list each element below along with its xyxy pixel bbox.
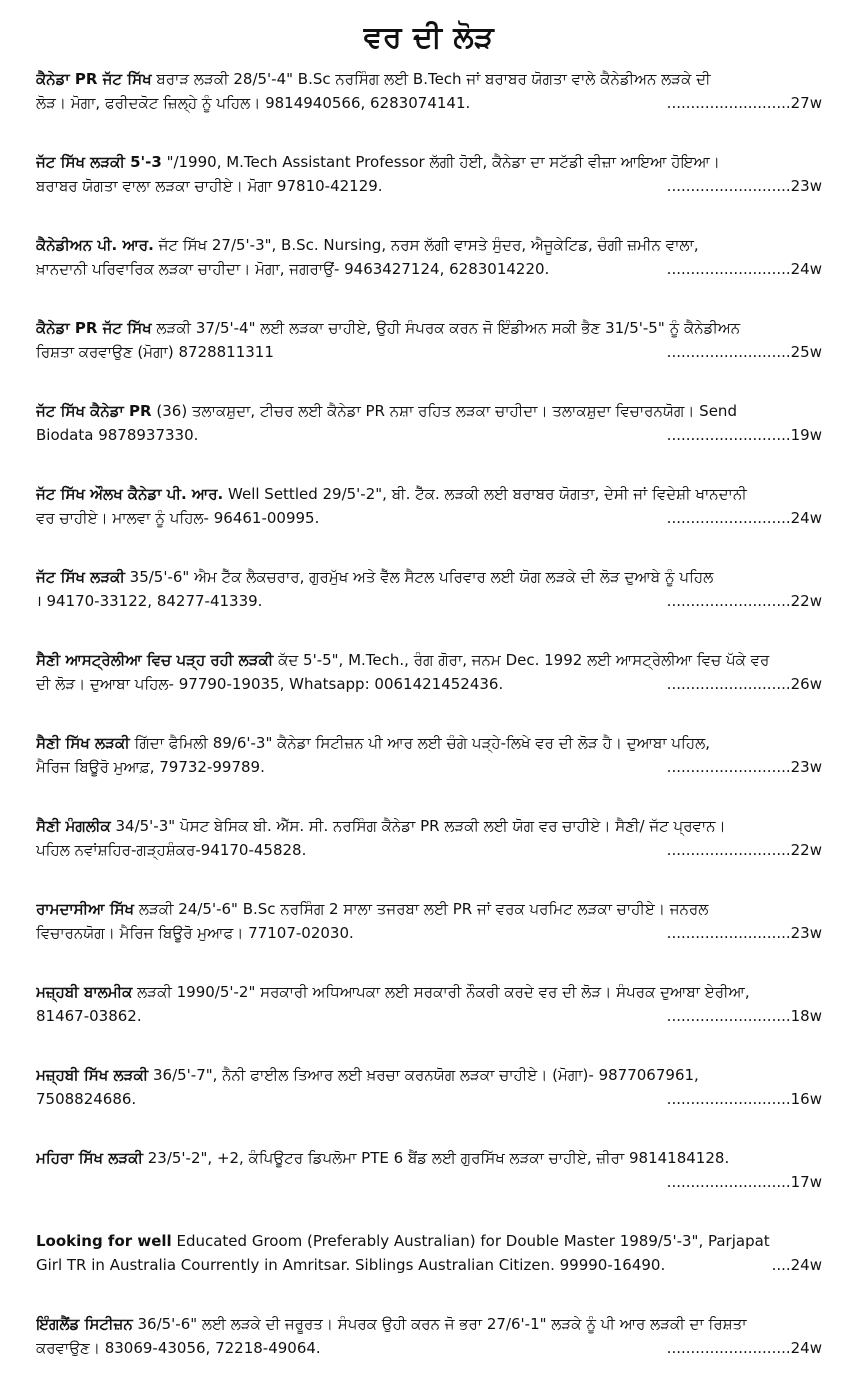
ad-line-1 xyxy=(36,67,822,91)
ad-line-2 xyxy=(36,672,822,696)
ad-line-1 xyxy=(36,150,822,174)
ad-line-1 xyxy=(36,1312,822,1336)
ad-text-cont: Girl TR in Australia Courrently in Amritsar. Siblings Australian Citizen. 99990-16490. xyxy=(36,1256,666,1274)
ad-lead: ਜੱਟ ਸਿੱਖ ਔਲਖ ਕੈਨੇਡਾ ਪੀ. ਆਰ. xyxy=(36,485,224,503)
ad-line-1 xyxy=(36,399,822,423)
ad-line-2 xyxy=(36,838,822,862)
ad-lead: ਸੈਣੀ ਮੰਗਲੀਕ xyxy=(36,817,111,835)
ad-lead: Looking for well xyxy=(36,1232,172,1250)
ad-entry xyxy=(36,648,822,696)
ad-text-cont: ਕਰਵਾਉਣ। 83069-43056, 72218-49064. xyxy=(36,1339,321,1357)
ad-line-1 xyxy=(36,648,822,672)
ad-entry xyxy=(36,980,822,1028)
ad-lead: ਸੈਣੀ ਆਸਟ੍ਰੇਲੀਆ ਵਿਚ ਪੜ੍ਹ ਰਹੀ ਲੜਕੀ xyxy=(36,651,274,669)
ad-text: 23/5'-2", +2, ਕੰਪਿਊਟਰ ਡਿਪਲੋਮਾ PTE 6 ਬੈਂਡ ਲਈ ਗੁਰਸਿੱਖ ਲੜਕਾ ਚਾਹੀਏ, ਜ਼ੀਰਾ 9814184128. xyxy=(147,1149,730,1167)
ad-code: ....24w xyxy=(771,1256,822,1274)
ad-line-2 xyxy=(36,91,822,115)
ad-text-cont: । 94170-33122, 84277-41339. xyxy=(36,592,263,610)
ad-entry xyxy=(36,67,822,115)
ad-code: ..........................19w xyxy=(666,426,822,444)
ad-text-cont: ਬਰਾਬਰ ਯੋਗਤਾ ਵਾਲਾ ਲੜਕਾ ਚਾਹੀਏ। ਮੋਗਾ 97810-42129. xyxy=(36,177,383,195)
ad-text: ਲੜਕੀ 37/5'-4" ਲਈ ਲੜਕਾ ਚਾਹੀਏ, ਉਹੀ ਸੰਪਰਕ ਕਰਨ ਜੋ ਇੰਡੀਅਨ ਸਕੀ ਭੈਣ 31/5'-5" ਨੂੰ ਕੈਨੇਡੀਅਨ xyxy=(156,319,741,337)
ad-line-1 xyxy=(36,565,822,589)
ad-code: ..........................24w xyxy=(666,1339,822,1357)
ad-code: ..........................22w xyxy=(666,841,822,859)
ad-text-cont: ਵਰ ਚਾਹੀਏ। ਮਾਲਵਾ ਨੂੰ ਪਹਿਲ- 96461-00995. xyxy=(36,509,320,527)
ad-text: 35/5'-6" ਐਮ ਟੈੱਕ ਲੈਕਚਰਾਰ, ਗੁਰਮੁੱਖ ਅਤੇ ਵੈੱਲ ਸੈਟਲ ਪਰਿਵਾਰ ਲਈ ਯੋਗ ਲੜਕੇ ਦੀ ਲੋੜ ਦੁਆਬੇ ਨੂੰ ਪਹਿਲ xyxy=(129,568,714,586)
ad-line-1 xyxy=(36,980,822,1004)
ad-entry xyxy=(36,1146,822,1194)
ad-code: ..........................25w xyxy=(666,343,822,361)
ad-code: ..........................24w xyxy=(666,260,822,278)
ad-entry xyxy=(36,565,822,613)
ad-entry xyxy=(36,1229,822,1277)
ad-text: ਜੱਟ ਸਿੱਖ 27/5'-3", B.Sc. Nursing, ਨਰਸ ਲੱਗੀ ਵਾਸਤੇ ਸੁੰਦਰ, ਐਜੂਕੇਟਿਡ, ਚੰਗੀ ਜ਼ਮੀਨ ਵਾਲਾ, xyxy=(158,236,699,254)
ad-entry xyxy=(36,814,822,862)
ad-text: ਲੜਕੀ 1990/5'-2" ਸਰਕਾਰੀ ਅਧਿਆਪਕਾ ਲਈ ਸਰਕਾਰੀ ਨੌਕਰੀ ਕਰਦੇ ਵਰ ਦੀ ਲੋੜ। ਸੰਪਰਕ ਦੁਆਬਾ ਏਰੀਆ, xyxy=(137,983,750,1001)
ad-text: Educated Groom (Preferably Australian) for Double Master 1989/5'-3", Parjapat xyxy=(176,1232,770,1250)
ad-text: (36) ਤਲਾਕਸ਼ੁਦਾ, ਟੀਚਰ ਲਈ ਕੈਨੇਡਾ PR ਨਸ਼ਾ ਰਹਿਤ ਲੜਕਾ ਚਾਹੀਦਾ। ਤਲਾਕਸ਼ੁਦਾ ਵਿਚਾਰਨਯੋਗ। Send xyxy=(156,402,737,420)
ad-line-1 xyxy=(36,316,822,340)
ad-lead: ਜੱਟ ਸਿੱਖ ਲੜਕੀ xyxy=(36,568,125,586)
ad-entry xyxy=(36,316,822,364)
ad-lead: ਮਹਿਰਾ ਸਿੱਖ ਲੜਕੀ xyxy=(36,1149,143,1167)
ad-line-1 xyxy=(36,1063,822,1087)
ad-line-2 xyxy=(36,174,822,198)
ad-code: ..........................27w xyxy=(666,94,822,112)
ad-text: ਕੱਦ 5'-5", M.Tech., ਰੰਗ ਗੋਰਾ, ਜਨਮ Dec. 1992 ਲਈ ਆਸਟ੍ਰੇਲੀਆ ਵਿਚ ਪੱਕੇ ਵਰ xyxy=(278,651,770,669)
ad-code: ..........................18w xyxy=(666,1007,822,1025)
ad-line-1 xyxy=(36,814,822,838)
ad-line-1 xyxy=(36,897,822,921)
ad-lead: ਸੈਣੀ ਸਿੱਖ ਲੜਕੀ xyxy=(36,734,130,752)
ad-line-1 xyxy=(36,233,822,257)
ad-lead: ਮਜ਼੍ਹਬੀ ਬਾਲਮੀਕ xyxy=(36,983,133,1001)
ad-text-cont: 7508824686. xyxy=(36,1090,137,1108)
ad-text-cont: ਲੋੜ। ਮੋਗਾ, ਫਰੀਦਕੋਟ ਜ਼ਿਲ੍ਹੇ ਨੂੰ ਪਹਿਲ। 9814940566, 6283074141. xyxy=(36,94,471,112)
ad-lead: ਮਜ਼੍ਹਬੀ ਸਿੱਖ ਲੜਕੀ xyxy=(36,1066,149,1084)
ad-code: ..........................23w xyxy=(666,758,822,776)
ad-line-2 xyxy=(36,755,822,779)
ad-line-2 xyxy=(36,921,822,945)
ad-text: 34/5'-3" ਪੋਸਟ ਬੇਸਿਕ ਬੀ. ਐੱਸ. ਸੀ. ਨਰਸਿੰਗ ਕੈਨੇਡਾ PR ਲੜਕੀ ਲਈ ਯੋਗ ਵਰ ਚਾਹੀਏ। ਸੈਣੀ/ ਜੱਟ ਪ੍ਰਵਾਨ। xyxy=(115,817,726,835)
ad-lead: ਕੈਨੇਡਾ PR ਜੱਟ ਸਿੱਖ xyxy=(36,319,152,337)
ad-text-cont: ਖ਼ਾਨਦਾਨੀ ਪਰਿਵਾਰਿਕ ਲੜਕਾ ਚਾਹੀਦਾ। ਮੋਗਾ, ਜਗਰਾਉਂ- 9463427124, 6283014220. xyxy=(36,260,550,278)
ad-text: 36/5'-7", ਨੈਨੀ ਫਾਈਲ ਤਿਆਰ ਲਈ ਖ਼ਰਚਾ ਕਰਨਯੋਗ ਲੜਕਾ ਚਾਹੀਏ। (ਮੋਗਾ)- 9877067961, xyxy=(152,1066,699,1084)
page-title: ਵਰ ਦੀ ਲੋੜ xyxy=(363,20,495,55)
ad-text-cont: Biodata 9878937330. xyxy=(36,426,199,444)
ad-text-cont: ਮੈਰਿਜ ਬਿਊਰੋ ਮੁਆਫ਼, 79732-99789. xyxy=(36,758,265,776)
ad-entry xyxy=(36,233,822,281)
ad-lead: ਰਾਮਦਾਸੀਆ ਸਿੱਖ xyxy=(36,900,135,918)
ad-entry xyxy=(36,731,822,779)
ad-line-2 xyxy=(36,257,822,281)
ad-text-cont: ਰਿਸ਼ਤਾ ਕਰਵਾਉਣ (ਮੋਗਾ) 8728811311 xyxy=(36,343,274,361)
ad-code: ..........................23w xyxy=(666,177,822,195)
ad-entry xyxy=(36,1063,822,1111)
ad-text: ਬਰਾੜ ਲੜਕੀ 28/5'-4" B.Sc ਨਰਸਿੰਗ ਲਈ B.Tech ਜਾਂ ਬਰਾਬਰ ਯੋਗਤਾ ਵਾਲੇ ਕੈਨੇਡੀਅਨ ਲੜਕੇ ਦੀ xyxy=(156,70,711,88)
ad-code: ..........................22w xyxy=(666,592,822,610)
ad-lead: ਜੱਟ ਸਿੱਖ ਕੈਨੇਡਾ PR xyxy=(36,402,152,420)
ad-lead: ਕੈਨੇਡਾ PR ਜੱਟ ਸਿੱਖ xyxy=(36,70,152,88)
ad-code: ..........................17w xyxy=(666,1173,822,1191)
ad-lead: ਕੈਨੇਡੀਅਨ ਪੀ. ਆਰ. xyxy=(36,236,154,254)
ad-entry xyxy=(36,399,822,447)
ad-text-cont xyxy=(36,1170,657,1194)
ad-entry xyxy=(36,482,822,530)
ad-text: ਲੜਕੀ 24/5'-6" B.Sc ਨਰਸਿੰਗ 2 ਸਾਲਾ ਤਜਰਬਾ ਲਈ PR ਜਾਂ ਵਰਕ ਪਰਮਿਟ ਲੜਕਾ ਚਾਹੀਏ। ਜਨਰਲ xyxy=(138,900,709,918)
ad-entry xyxy=(36,897,822,945)
ad-line-2 xyxy=(36,340,822,364)
ad-line-2 xyxy=(36,1004,822,1028)
ad-code: ..........................23w xyxy=(666,924,822,942)
ad-entry xyxy=(36,150,822,198)
ad-line-2 xyxy=(36,1336,822,1360)
ad-line-2 xyxy=(36,423,822,447)
ad-line-2 xyxy=(36,589,822,613)
ads-list xyxy=(36,67,822,1395)
ad-lead: ਜੱਟ ਸਿੱਖ ਲੜਕੀ 5'-3 xyxy=(36,153,162,171)
ad-text-cont: ਵਿਚਾਰਨਯੋਗ। ਮੈਰਿਜ ਬਿਊਰੋ ਮੁਆਫ। 77107-02030. xyxy=(36,924,354,942)
ad-text: "/1990, M.Tech Assistant Professor ਲੱਗੀ ਹੋਈ, ਕੈਨੇਡਾ ਦਾ ਸਟੱਡੀ ਵੀਜ਼ਾ ਆਇਆ ਹੋਇਆ। xyxy=(166,153,720,171)
ad-lead: ਇੰਗਲੈਂਡ ਸਿਟੀਜ਼ਨ xyxy=(36,1315,133,1333)
ad-text-cont: ਪਹਿਲ ਨਵਾਂਸ਼ਹਿਰ-ਗੜ੍ਹਸ਼ੰਕਰ-94170-45828. xyxy=(36,841,307,859)
ad-line-2 xyxy=(36,1253,822,1277)
ad-line-1 xyxy=(36,1146,822,1170)
ad-text-cont: 81467-03862. xyxy=(36,1007,142,1025)
ad-entry xyxy=(36,1312,822,1360)
ad-code: ..........................26w xyxy=(666,675,822,693)
ad-text: Well Settled 29/5'-2", ਬੀ. ਟੈੱਕ. ਲੜਕੀ ਲਈ ਬਰਾਬਰ ਯੋਗਤਾ, ਦੇਸੀ ਜਾਂ ਵਿਦੇਸ਼ੀ ਖਾਨਦਾਨੀ xyxy=(228,485,747,503)
ad-text-cont: ਦੀ ਲੋੜ। ਦੁਆਬਾ ਪਹਿਲ- 97790-19035, Whatsapp: 0061421452436. xyxy=(36,675,504,693)
ad-line-1 xyxy=(36,482,822,506)
ad-text: ਗਿੱਦਾ ਫੈਮਿਲੀ 89/6'-3" ਕੈਨੇਡਾ ਸਿਟੀਜ਼ਨ ਪੀ ਆਰ ਲਈ ਚੰਗੇ ਪੜ੍ਹੇ-ਲਿਖੇ ਵਰ ਦੀ ਲੋੜ ਹੈ। ਦੁਆਬਾ ਪਹਿਲ, xyxy=(134,734,710,752)
ad-line-2 xyxy=(36,1087,822,1111)
ad-code: ..........................16w xyxy=(666,1090,822,1108)
ad-line-1 xyxy=(36,731,822,755)
ad-line-2 xyxy=(36,506,822,530)
ad-code: ..........................24w xyxy=(666,509,822,527)
ad-line-2 xyxy=(36,1170,822,1194)
ad-line-1 xyxy=(36,1229,822,1253)
ad-text: 36/5'-6" ਲਈ ਲੜਕੇ ਦੀ ਜਰੂਰਤ। ਸੰਪਰਕ ਉਹੀ ਕਰਨ ਜੋ ਭਰਾ 27/6'-1" ਲੜਕੇ ਨੂੰ ਪੀ ਆਰ ਲੜਕੀ ਦਾ ਰਿਸ਼ਤਾ xyxy=(137,1315,747,1333)
